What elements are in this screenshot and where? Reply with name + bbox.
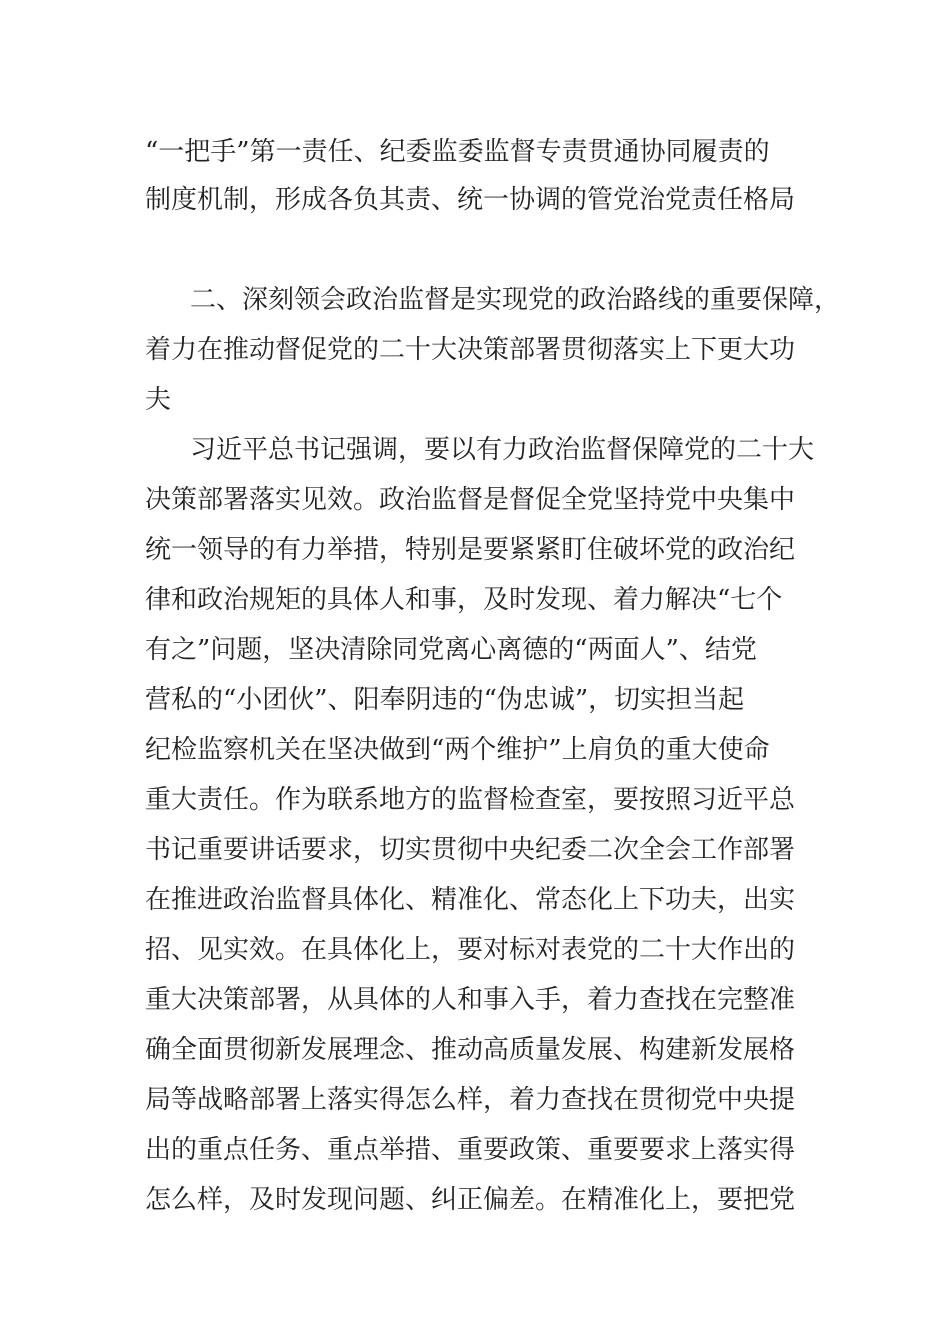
section-heading-line-3: 夫 [145, 385, 172, 415]
body-line-14: 局等战略部署上落实得怎么样，着力查找在贯彻党中央提 [145, 1085, 796, 1115]
body-line-3: 统一领导的有力举措，特别是要紧紧盯住破坏党的政治纪 [145, 535, 796, 565]
body-line-2: 决策部署落实见效。政治监督是督促全党坚持党中央集中 [145, 485, 796, 515]
body-line-10: 在推进政治监督具体化、精准化、常态化上下功夫，出实 [145, 885, 796, 915]
body-line-8: 重大责任。作为联系地方的监督检查室，要按照习近平总 [145, 785, 796, 815]
body-line-9: 书记重要讲话要求，切实贯彻中央纪委二次全会工作部署 [145, 835, 796, 865]
body-line-5: 有之”问题，坚决清除同党离心离德的“两面人”、结党 [145, 635, 757, 665]
section-heading-line-2: 着力在推动督促党的二十大决策部署贯彻落实上下更大功 [145, 335, 796, 365]
body-line-12: 重大决策部署，从具体的人和事入手，着力查找在完整准 [145, 985, 796, 1015]
body-line-13: 确全面贯彻新发展理念、推动高质量发展、构建新发展格 [145, 1035, 796, 1065]
body-line-4: 律和政治规矩的具体人和事，及时发现、着力解决“七个 [145, 585, 783, 615]
body-line-15: 出的重点任务、重点举措、重要政策、重要要求上落实得 [145, 1135, 796, 1165]
intro-line-2: 制度机制，形成各负其责、统一协调的管党治党责任格局 [145, 185, 796, 215]
section-heading-line-1: 二、深刻领会政治监督是实现党的政治路线的重要保障， [190, 285, 841, 315]
body-line-16: 怎么样，及时发现问题、纠正偏差。在精准化上，要把党 [145, 1185, 796, 1215]
body-line-11: 招、见实效。在具体化上，要对标对表党的二十大作出的 [145, 935, 796, 965]
body-line-6: 营私的“小团伙”、阳奉阴违的“伪忠诚”，切实担当起 [145, 685, 745, 715]
body-line-7: 纪检监察机关在坚决做到“两个维护”上肩负的重大使命 [145, 735, 770, 765]
body-line-1: 习近平总书记强调，要以有力政治监督保障党的二十大 [190, 435, 815, 465]
intro-line-1: “一把手”第一责任、纪委监委监督专责贯通协同履责的 [145, 137, 770, 167]
